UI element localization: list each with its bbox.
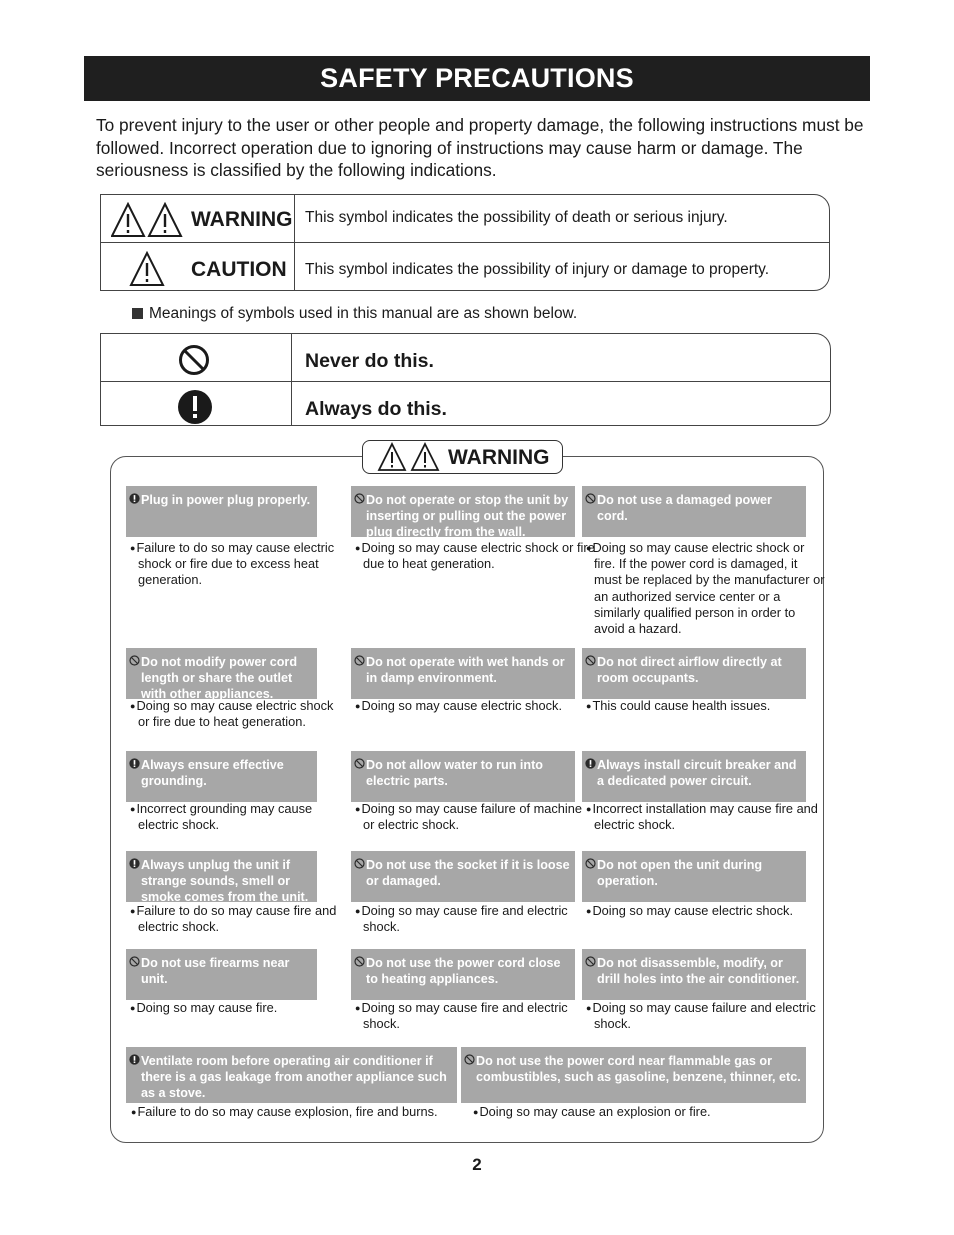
exclamation-icon [129, 758, 140, 769]
warning-item-heading-text: Do not disassemble, modify, or drill holes into the air conditioner. [597, 956, 800, 986]
caution-triangle-icon [129, 251, 165, 287]
warning-item-heading [582, 949, 806, 1000]
warning-section-title: WARNING [448, 446, 550, 469]
warning-item-body: ● Failure to do so may cause fire and electric shock. [128, 903, 337, 935]
warning-item-heading-text: Do not use firearms near unit. [141, 956, 290, 986]
square-bullet-icon [132, 308, 143, 319]
caution-description: This symbol indicates the possibility of injury or damage to property. [305, 261, 770, 278]
warning-item-body: ● Doing so may cause failure of machine or electric shock. [353, 801, 595, 833]
warning-item-heading-text: Plug in power plug properly. [141, 493, 311, 507]
warning-section-label [362, 440, 563, 474]
intro-paragraph: To prevent injury to the user or other people and property damage, the following instructions must be followed. Incorrect operation due to ignoring of instructions may cause harm or damage. The seriousness is classified by the following indications. [96, 115, 864, 180]
exclamation-icon [129, 858, 140, 869]
warning-item-heading [351, 751, 575, 802]
prohibition-icon [585, 493, 596, 504]
prohibition-icon [464, 1054, 475, 1065]
symbol-table [100, 333, 831, 426]
warning-item-heading [582, 648, 806, 699]
prohibition-icon [585, 655, 596, 666]
warning-item-heading [126, 486, 317, 537]
always-do-this-text: Always do this. [305, 398, 447, 420]
warning-item-body: ● Doing so may cause fire. [128, 1000, 337, 1016]
warning-item-body: ● This could cause health issues. [584, 698, 826, 714]
warning-item-heading [126, 851, 317, 902]
warning-item-heading-text: Do not open the unit during operation. [597, 858, 763, 888]
warning-item-body: ● Incorrect installation may cause fire and electric shock. [584, 801, 826, 833]
prohibition-icon [354, 858, 365, 869]
warning-item-heading-text: Always unplug the unit if strange sounds, smell or smoke comes from the unit. [141, 858, 309, 904]
warning-item-heading [126, 949, 317, 1000]
warning-item-heading-text: Do not use a damaged power cord. [597, 493, 772, 523]
prohibition-icon [354, 758, 365, 769]
warning-item-heading-text: Do not operate with wet hands or in damp environment. [366, 655, 565, 685]
warning-item-body: ● Incorrect grounding may cause electric shock. [128, 801, 337, 833]
warning-item-heading-text: Do not allow water to run into electric parts. [366, 758, 544, 788]
warning-item-body: ● Doing so may cause fire and electric shock. [353, 1000, 595, 1032]
prohibition-icon [129, 655, 140, 666]
warning-item-body: ● Doing so may cause electric shock or fire. If the power cord is damaged, it must be replaced by the manufacturer or an authorized service center or a similarly qualified person in order to avoid a hazard. [584, 540, 826, 637]
warning-item-heading-text: Always install circuit breaker and a dedicated power circuit. [597, 758, 797, 788]
warning-item-heading-text: Do not operate or stop the unit by inserting or pulling out the power plug directly from the wall. [366, 493, 569, 539]
indication-table [100, 194, 830, 291]
warning-item-heading [461, 1047, 806, 1103]
warning-item-heading [582, 751, 806, 802]
prohibition-icon [354, 956, 365, 967]
warning-item-heading [351, 648, 575, 699]
exclamation-icon [129, 493, 140, 504]
exclamation-icon [129, 1054, 140, 1065]
page-title: SAFETY PRECAUTIONS [84, 56, 870, 101]
warning-item-body: ● Doing so may cause electric shock or fire due to heat generation. [128, 698, 337, 730]
warning-description: This symbol indicates the possibility of death or serious injury. [305, 209, 728, 226]
warning-item-heading-text: Do not direct airflow directly at room occupants. [597, 655, 782, 685]
symbols-note: Meanings of symbols used in this manual are as shown below. [132, 305, 577, 323]
warning-item-body: ● Doing so may cause failure and electric shock. [584, 1000, 826, 1032]
warning-item-body: ● Failure to do so may cause explosion, fire and burns. [129, 1104, 470, 1120]
prohibition-icon [354, 655, 365, 666]
warning-item-body: ● Failure to do so may cause electric shock or fire due to excess heat generation. [128, 540, 337, 589]
warning-item-heading-text: Ventilate room before operating air conditioner if there is a gas leakage from another appliance such as a stove. [141, 1054, 447, 1100]
warning-item-body: ● Doing so may cause electric shock. [353, 698, 595, 714]
warning-item-heading-text: Do not use the power cord near flammable gas or combustibles, such as gasoline, benzene, thinner, etc. [476, 1054, 801, 1084]
warning-triangle-icon [377, 442, 441, 472]
exclamation-icon [178, 390, 212, 424]
warning-item-heading [126, 648, 317, 699]
warning-triangle-icon [111, 202, 185, 238]
warning-item-heading [351, 486, 575, 537]
warning-item-heading [582, 851, 806, 902]
warning-item-heading [582, 486, 806, 537]
warning-label: WARNING [191, 208, 293, 231]
page-number: 2 [472, 1155, 482, 1174]
never-do-this-text: Never do this. [305, 350, 434, 372]
warning-item-heading-text: Do not modify power cord length or share the outlet with other appliances. [141, 655, 298, 701]
warning-item-heading [351, 949, 575, 1000]
warning-item-heading [126, 751, 317, 802]
warning-item-heading-text: Always ensure effective grounding. [141, 758, 284, 788]
warning-item-body: ● Doing so may cause fire and electric shock. [353, 903, 595, 935]
warning-item-body: ● Doing so may cause electric shock. [584, 903, 826, 919]
warning-item-heading-text: Do not use the socket if it is loose or damaged. [366, 858, 570, 888]
warning-item-body: ● Doing so may cause an explosion or fire. [471, 1104, 826, 1120]
warning-item-heading [351, 851, 575, 902]
prohibition-icon [129, 956, 140, 967]
caution-label: CAUTION [191, 258, 287, 281]
prohibition-icon [585, 956, 596, 967]
prohibition-icon [354, 493, 365, 504]
warning-item-heading-text: Do not use the power cord close to heating appliances. [366, 956, 561, 986]
exclamation-icon [585, 758, 596, 769]
warning-item-heading [126, 1047, 457, 1103]
prohibition-icon [585, 858, 596, 869]
prohibition-icon [178, 344, 210, 376]
warning-item-body: ● Doing so may cause electric shock or fire due to heat generation. [353, 540, 595, 572]
